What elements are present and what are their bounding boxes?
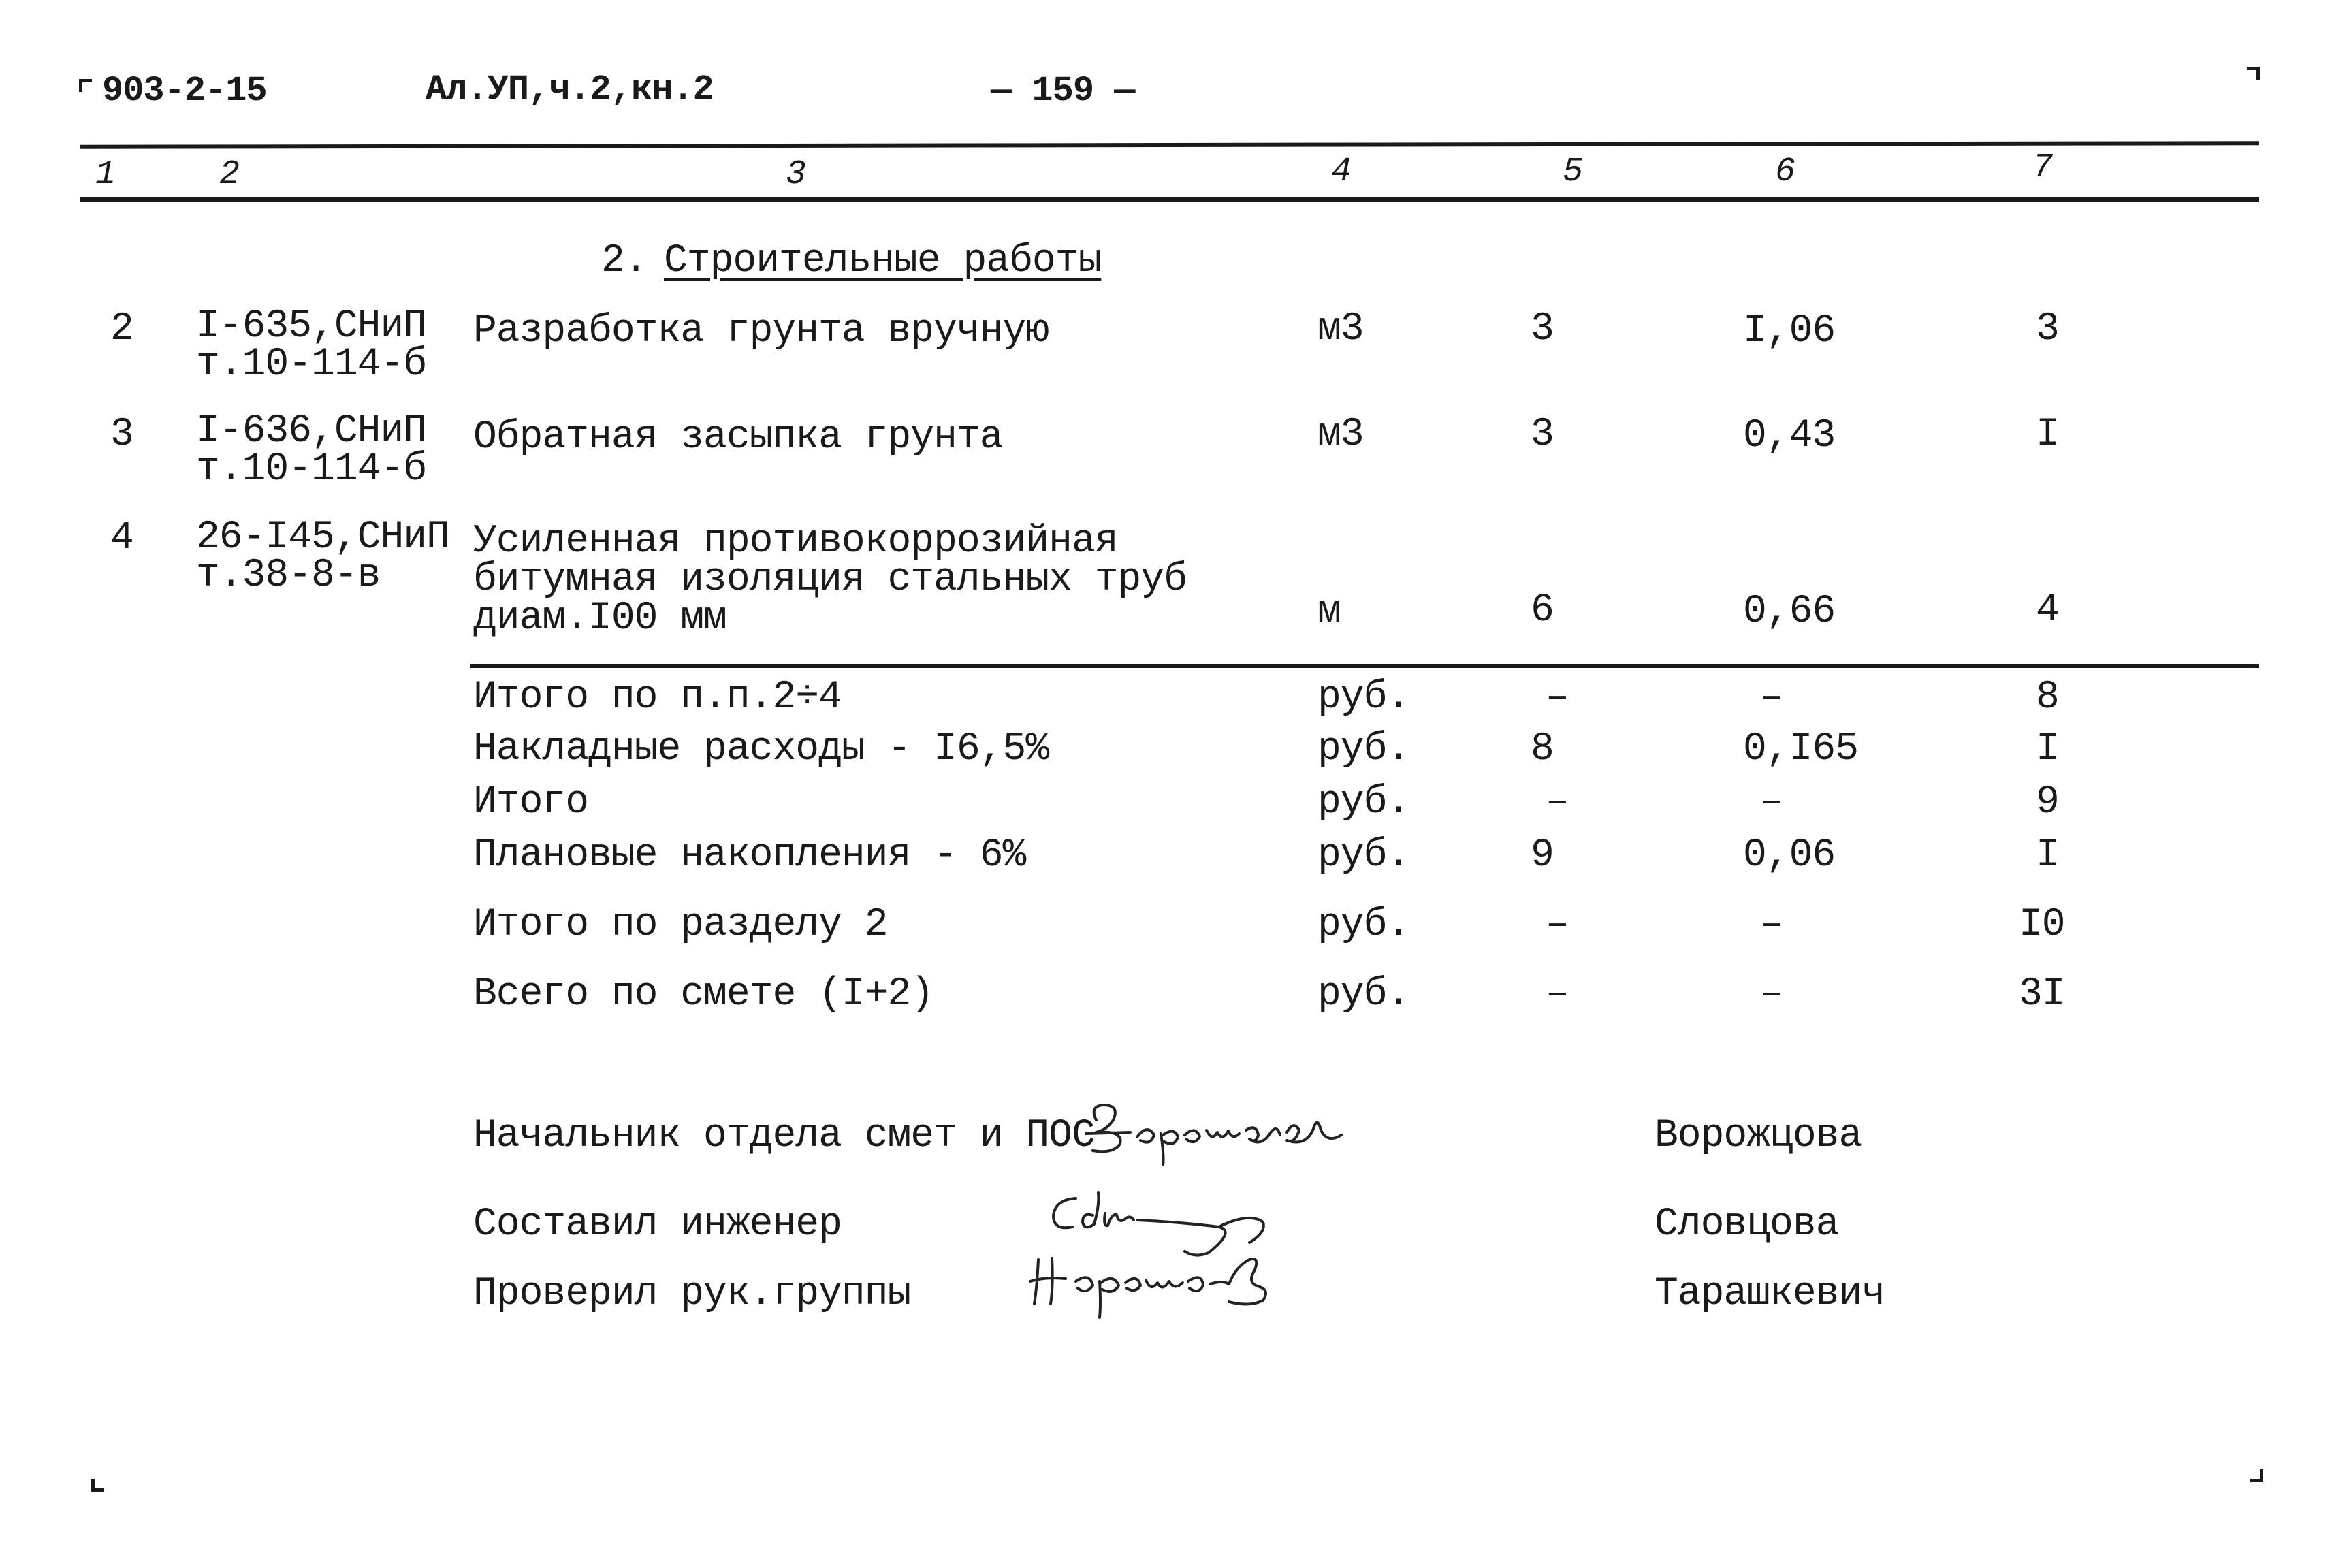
summary-qty: 8 (1531, 727, 1554, 771)
summary-total: 3I (2019, 972, 2065, 1017)
summary-price: 0,I65 (1743, 727, 1859, 771)
row-number: 2 (110, 307, 133, 351)
signature-role: Начальник отдела смет и ПОС (473, 1114, 1095, 1158)
signature-role: Составил инженер (473, 1202, 842, 1247)
summary-rule (470, 664, 2259, 668)
row-total: I (2036, 413, 2059, 457)
row-qty: 3 (1531, 413, 1554, 457)
summary-total: 9 (2036, 780, 2059, 825)
section-title: Строительные работы (664, 239, 1102, 283)
summary-price: – (1760, 903, 1783, 947)
corner-mark (2250, 1469, 2263, 1482)
handwritten-signature (1083, 1093, 1369, 1171)
row-qty: 3 (1531, 307, 1554, 351)
summary-qty: – (1546, 675, 1569, 720)
summary-total: 8 (2036, 675, 2059, 720)
signature-name: Ворожцова (1655, 1114, 1862, 1158)
summary-label: Итого по разделу 2 (473, 903, 888, 947)
row-name: Обратная засыпка грунта (473, 415, 1003, 460)
column-number-1: 1 (95, 155, 116, 194)
summary-unit: руб. (1317, 675, 1410, 720)
album-ref: Ал.УП,ч.2,кн.2 (426, 69, 714, 110)
summary-label: Итого по п.п.2÷4 (473, 675, 842, 720)
summary-total: I0 (2019, 903, 2065, 947)
summary-qty: 9 (1531, 833, 1554, 878)
summary-label: Плановые накопления - 6% (473, 833, 1026, 878)
row-price: 0,66 (1743, 590, 1836, 634)
column-number-4: 4 (1331, 153, 1352, 191)
summary-unit: руб. (1317, 780, 1410, 825)
row-code: I-635,СНиП т.10-114-б (196, 304, 427, 387)
summary-price: 0,06 (1743, 833, 1836, 878)
summary-total: I (2036, 833, 2059, 878)
handwritten-signature (1025, 1239, 1311, 1324)
summary-qty: – (1546, 780, 1569, 825)
row-name: Разработка грунта вручную (473, 309, 1049, 353)
row-price: I,06 (1743, 309, 1836, 353)
row-code: I-636,СНиП т.10-114-б (196, 409, 427, 492)
summary-unit: руб. (1317, 903, 1410, 947)
summary-unit: руб. (1317, 833, 1410, 878)
summary-qty: – (1546, 972, 1569, 1017)
summary-price: – (1760, 780, 1783, 825)
corner-mark (79, 79, 92, 92)
column-header-rule (80, 197, 2259, 202)
summary-total: I (2036, 727, 2059, 771)
column-number-2: 2 (219, 155, 240, 194)
doc-code: 903-2-15 (102, 71, 267, 111)
corner-mark (91, 1479, 104, 1492)
column-number-7: 7 (2032, 148, 2053, 187)
summary-unit: руб. (1317, 972, 1410, 1017)
row-price: 0,43 (1743, 414, 1836, 458)
summary-price: – (1760, 972, 1783, 1017)
summary-qty: – (1546, 903, 1569, 947)
row-unit: м (1317, 590, 1341, 634)
section-number: 2. (601, 239, 648, 283)
signature-name: Словцова (1655, 1202, 1839, 1247)
signature-name: Тарашкевич (1655, 1272, 1885, 1316)
row-total: 3 (2036, 307, 2059, 351)
column-number-5: 5 (1563, 153, 1583, 191)
table-top-rule (80, 141, 2259, 149)
summary-label: Итого (473, 780, 589, 825)
row-number: 4 (110, 516, 133, 560)
summary-label: Всего по смете (I+2) (473, 972, 934, 1017)
summary-price: – (1760, 675, 1783, 720)
row-name: Усиленная противокоррозийная битумная изоляция стальных труб диам.I00 мм (473, 519, 1187, 641)
row-unit: м3 (1317, 307, 1364, 351)
column-number-3: 3 (786, 155, 806, 194)
row-code: 26-I45,СНиП т.38-8-в (196, 515, 449, 598)
column-number-6: 6 (1775, 153, 1795, 191)
signature-role: Проверил рук.группы (473, 1272, 911, 1316)
summary-unit: руб. (1317, 727, 1410, 771)
summary-label: Накладные расходы - I6,5% (473, 727, 1049, 771)
row-total: 4 (2036, 588, 2059, 633)
corner-mark (2247, 67, 2260, 80)
row-number: 3 (110, 413, 133, 457)
row-unit: м3 (1317, 413, 1364, 457)
page-number: — 159 — (991, 71, 1135, 111)
row-qty: 6 (1531, 588, 1554, 633)
